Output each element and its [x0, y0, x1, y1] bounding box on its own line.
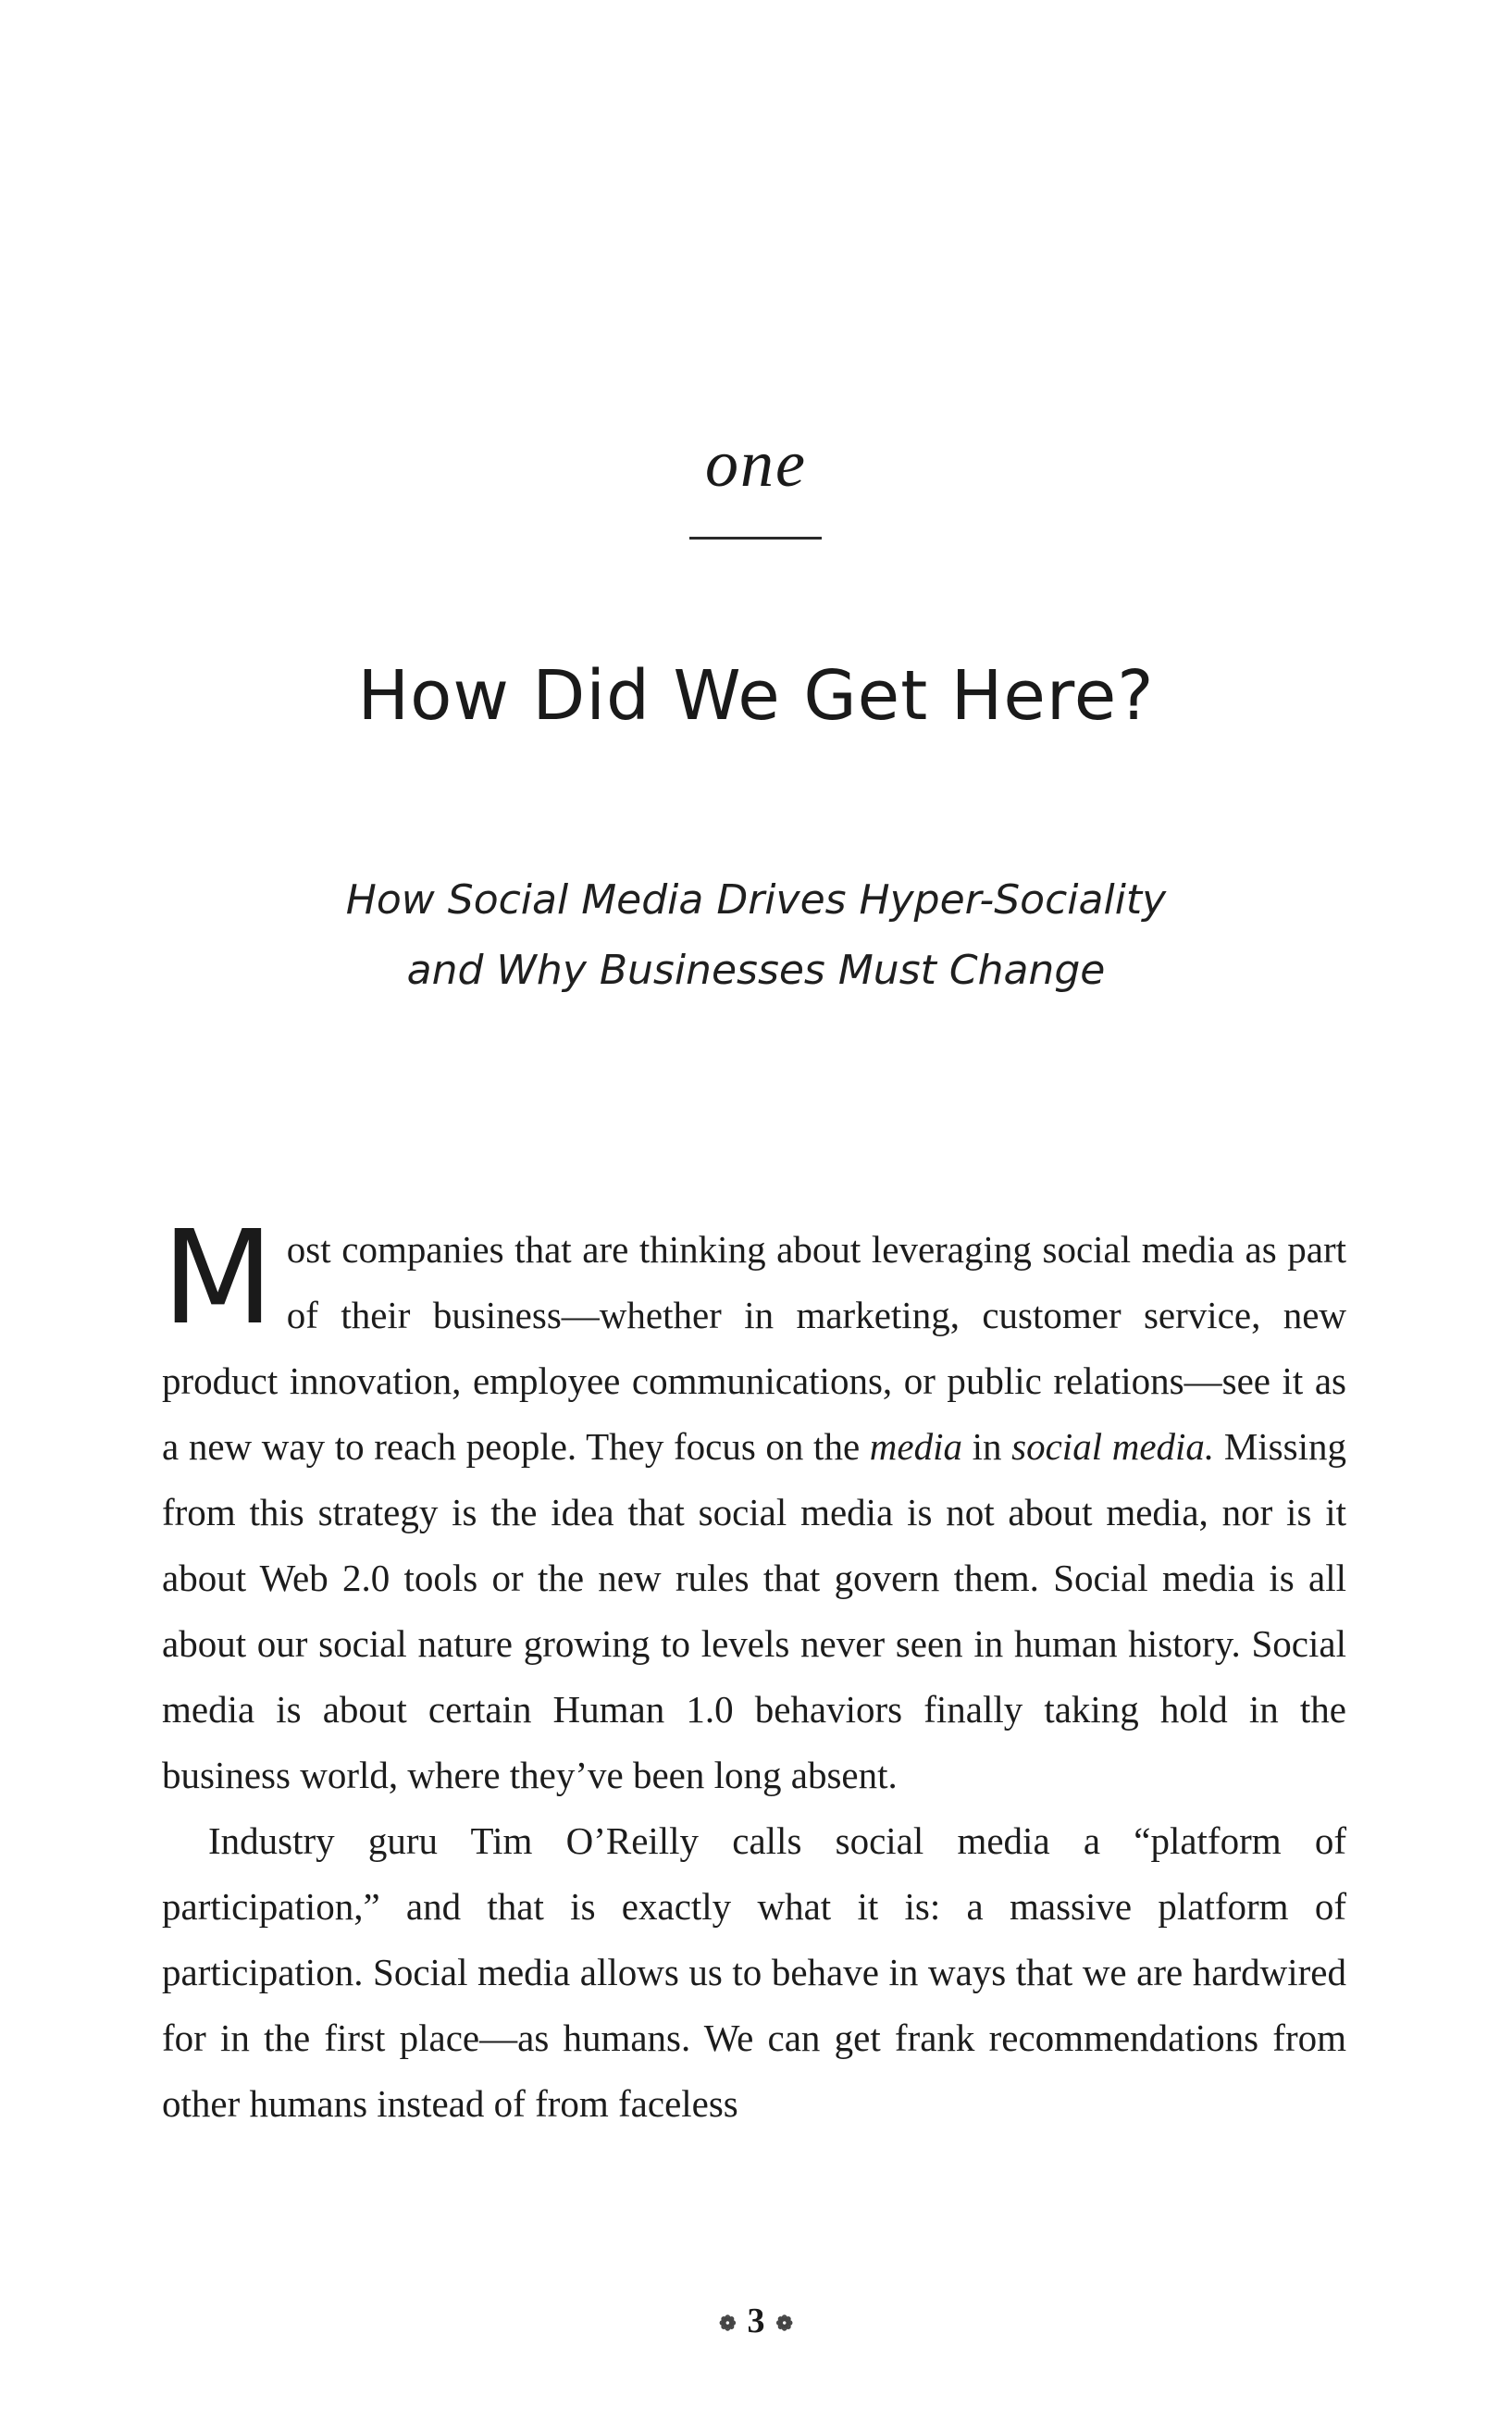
paragraph-1-text-b: in	[961, 1425, 1012, 1468]
emphasis-media: media	[869, 1425, 962, 1468]
page-number: 3	[747, 2302, 765, 2340]
paragraph-1	[162, 1203, 1346, 1808]
chapter-number: one	[705, 427, 807, 501]
flower-ornament-icon: ❁	[775, 2312, 793, 2336]
emphasis-social-media: social media.	[1011, 1425, 1215, 1468]
subtitle-line-2: and Why Businesses Must Change	[406, 947, 1106, 994]
body-text	[162, 1203, 1346, 2137]
subtitle-line-1: How Social Media Drives Hyper-Sociality	[345, 876, 1167, 924]
paragraph-1-text-c: Missing from this strategy is the idea that social media is not about media, nor is it about Web 2.0 tools or the new rules that govern them. Social media is all about our social nature growing to levels never seen in human history. Social media is about certain Human 1.0 behaviors finally taking hold in the business world, where they’ve been long absent.	[162, 1425, 1346, 1796]
chapter-rule-divider	[689, 537, 822, 540]
drop-cap: M	[162, 1203, 274, 1354]
page-footer	[0, 2301, 1512, 2341]
flower-ornament-icon: ❁	[719, 2312, 737, 2336]
chapter-subtitle	[0, 865, 1512, 1006]
paragraph-2: Industry guru Tim O’Reilly calls social media a “platform of participation,” and that is exactly what it is: a massive platform of participation. Social media allows us to behave in ways that we are hardwired for in the first place—as humans. We can get frank recommendations from other humans instead of from faceless	[162, 1819, 1346, 2125]
chapter-title: How Did We Get Here?	[357, 656, 1155, 736]
paragraph-1-text-a: ost companies that are thinking about leveraging social media as part of their business—whether in marketing, customer service, new product innovation, employee communications, or public relations—see it as a new way to reach people. They focus on the	[162, 1228, 1346, 1468]
